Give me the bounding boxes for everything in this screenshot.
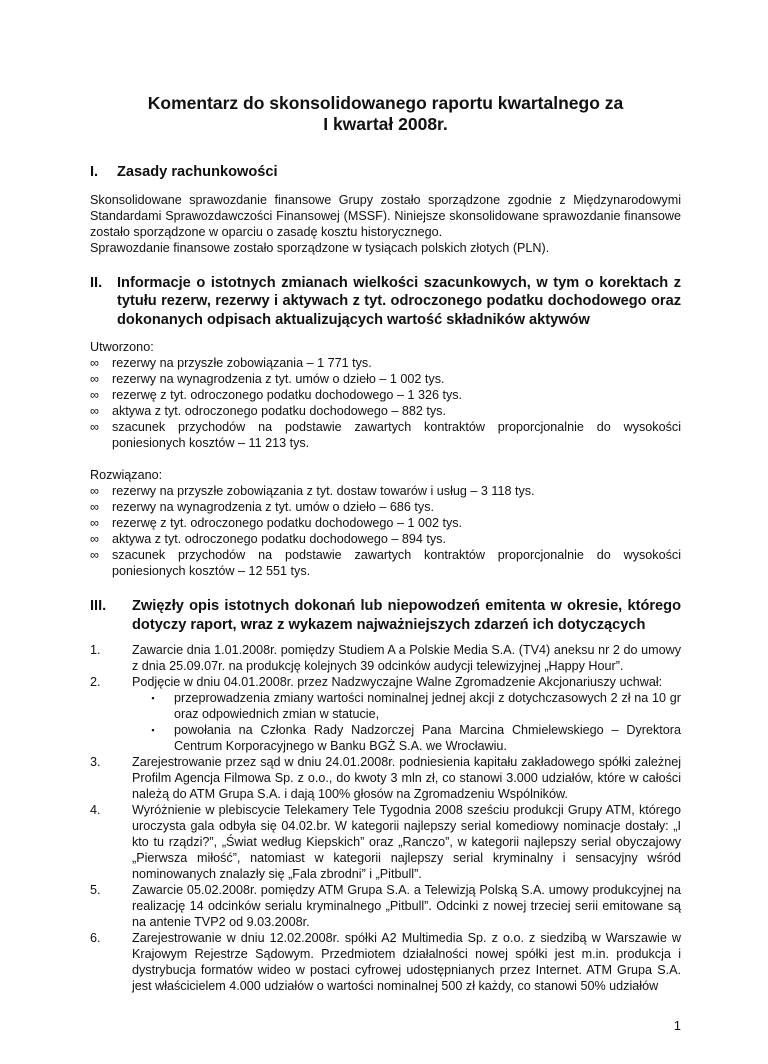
list-item-text: rezerwy na wynagrodzenia z tyt. umów o dzieło – 1 002 tys.: [112, 372, 445, 386]
list-item: [90, 371, 681, 387]
item-number: 2.: [90, 675, 101, 689]
bullet-icon: ∞: [90, 548, 99, 562]
event-text: Wyróżnienie w plebiscycie Telekamery Tele Tygodnia 2008 sześciu produkcji Grupy ATM, którego uroczysta gala odbyła się 04.02.br. W kategorii najlepszy serial komediowy nominacje dostały: „I kto tu rządzi?”, „Świat według Kiepskich” oraz „Ranczo”, w kategorii najlepszy serial obyczajowy „Pierwsza miłość”, natomiast w kategorii najlepszy serial kryminalny i sensacyjny wśród nominowanych znalazły się „Fala zbrodni” i „Pitbull”.: [132, 803, 681, 881]
list-item: [90, 483, 681, 499]
bullet-icon: ∞: [90, 532, 99, 546]
event-text: Zarejestrowanie przez sąd w dniu 24.01.2008r. podniesienia kapitału zakładowego spółki zależnej Profilm Agencja Filmowa Sp. z o.o., do kwoty 3 mln zł, co stanowi 3.000 udziałów, które w całości należą do ATM Grupa S.A. i dają 100% głosów na Zgromadzeniu Wspólników.: [132, 755, 681, 801]
section-title: Zasady rachunkowości: [117, 164, 278, 180]
event-text: Zarejestrowanie w dniu 12.02.2008r. spółki A2 Multimedia Sp. z o.o. z siedzibą w Warszawie w Krajowym Rejestrze Sądowym. Przedmiotem działalności nowej spółki jest m.in. produkcja i dystrybucja formatów wideo w postaci cyfrowej udostępnianych przez Internet. ATM Grupa S.A. jest właścicielem 4.000 udziałów o wartości nominalnej 500 zł każdy, co stanowi 50% udziałów: [132, 931, 681, 993]
list-item-text: rezerwy na przyszłe zobowiązania z tyt. dostaw towarów i usług – 3 118 tys.: [112, 484, 535, 498]
page-number: 1: [673, 1018, 681, 1033]
event-item: [90, 882, 681, 930]
section-title: Informacje o istotnych zmianach wielkości szacunkowych, w tym o korektach z tytułu rezerw, rezerwy i aktywach z tyt. odroczonego podatku dochodowego oraz dokonanych odpisach aktualizujących wartość składników aktywów: [117, 274, 681, 328]
section-number: III.: [90, 598, 107, 614]
bullet-icon: ∞: [90, 356, 99, 370]
list-item: [90, 531, 681, 547]
section-1: [90, 163, 681, 256]
event-item: [90, 642, 681, 674]
list-item-text: rezerwę z tyt. odroczonego podatku dochodowego – 1 002 tys.: [112, 516, 463, 530]
list-item-text: rezerwy na wynagrodzenia z tyt. umów o dzieło – 686 tys.: [112, 500, 434, 514]
section-2: [90, 274, 681, 580]
list-item: [90, 387, 681, 403]
bullet-icon: ∞: [90, 372, 99, 386]
list-item: [90, 355, 681, 371]
event-body: [132, 674, 681, 754]
created-list: [90, 355, 681, 451]
list-label: Rozwiązano:: [90, 468, 163, 482]
event-body: [132, 882, 681, 930]
item-number: 6.: [90, 931, 101, 945]
sub-item: [132, 722, 681, 754]
event-body: [132, 930, 681, 994]
list-item-text: szacunek przychodów na podstawie zawartych kontraktów proporcjonalnie do wysokości poniesionych kosztów – 11 213 tys.: [112, 420, 681, 450]
list-item-text: rezerwę z tyt. odroczonego podatku dochodowego – 1 326 tys.: [112, 388, 463, 402]
item-number: 1.: [90, 643, 101, 657]
square-bullet-icon: ▪: [151, 693, 155, 703]
event-body: [132, 754, 681, 802]
released-list: [90, 483, 681, 579]
square-bullet-icon: ▪: [151, 725, 155, 735]
list-item-text: aktywa z tyt. odroczonego podatku dochodowego – 894 tys.: [112, 532, 446, 546]
bullet-icon: ∞: [90, 404, 99, 418]
list-item: [90, 515, 681, 531]
event-text: Podjęcie w dniu 04.01.2008r. przez Nadzwyczajne Walne Zgromadzenie Akcjonariuszy uchwał:: [132, 675, 663, 689]
list-item-text: szacunek przychodów na podstawie zawartych kontraktów proporcjonalnie do wysokości poniesionych kosztów – 12 551 tys.: [112, 548, 681, 578]
bullet-icon: ∞: [90, 500, 99, 514]
event-body: [132, 802, 681, 882]
bullet-icon: ∞: [90, 420, 99, 434]
document-title: [90, 93, 681, 135]
section-3: [90, 597, 681, 994]
section-number: I.: [90, 164, 99, 180]
list-item-text: rezerwy na przyszłe zobowiązania – 1 771 tys.: [112, 356, 372, 370]
section-2-heading: [90, 274, 681, 330]
section-number: II.: [90, 274, 103, 291]
event-item: [90, 930, 681, 994]
bullet-icon: ∞: [90, 388, 99, 402]
bullet-icon: ∞: [90, 516, 99, 530]
section-title: Zwięzły opis istotnych dokonań lub niepowodzeń emitenta w okresie, którego dotyczy raport, wraz z wykazem najważniejszych zdarzeń ich dotyczących: [132, 598, 681, 633]
event-body: [132, 642, 681, 674]
title-line-2: I kwartał 2008r.: [323, 114, 448, 134]
list-item: [90, 419, 681, 451]
sub-item-text: powołania na Członka Rady Nadzorczej Pana Marcina Chmielewskiego – Dyrektora Centrum Korporacyjnego w Banku BGŻ S.A. we Wrocławiu.: [174, 723, 681, 753]
section-1-heading: [90, 163, 681, 182]
event-item: [90, 754, 681, 802]
event-text: Zawarcie dnia 1.01.2008r. pomiędzy Studiem A a Polskie Media S.A. (TV4) aneksu nr 2 do umowy z dnia 25.09.07r. na produkcję kolejnych 39 odcinków audycji telewizyjnej „Happy Hour”.: [132, 643, 681, 673]
sub-item-text: przeprowadzenia zmiany wartości nominalnej jednej akcji z dotychczasowych 2 zł na 10 gr oraz odpowiednich zmian w statucie,: [174, 691, 681, 721]
item-number: 5.: [90, 883, 101, 897]
title-line-1: Komentarz do skonsolidowanego raportu kwartalnego za: [147, 93, 624, 113]
sub-item: [132, 690, 681, 722]
list-item-text: aktywa z tyt. odroczonego podatku dochodowego – 882 tys.: [112, 404, 446, 418]
bullet-icon: ∞: [90, 484, 99, 498]
event-item: [90, 674, 681, 754]
list-item: [90, 403, 681, 419]
paragraph: Skonsolidowane sprawozdanie finansowe Grupy zostało sporządzone zgodnie z Międzynarodowymi Standardami Sprawozdawczości Finansowej (MSSF). Niniejsze skonsolidowane sprawozdanie finansowe zostało sporządzone w oparciu o zasadę kosztu historycznego.: [90, 192, 681, 239]
list-label: Utworzono:: [90, 340, 154, 354]
item-number: 4.: [90, 803, 101, 817]
section-3-heading: [90, 597, 681, 634]
item-number: 3.: [90, 755, 101, 769]
event-text: Zawarcie 05.02.2008r. pomiędzy ATM Grupa S.A. a Telewizją Polską S.A. umowy produkcyjnej na realizację 14 odcinków serialu kryminalnego „Pitbull”. Odcinki z nowej trzeciej serii emitowane są na antenie TVP2 od 9.03.2008r.: [132, 883, 681, 929]
paragraph: Sprawozdanie finansowe zostało sporządzone w tysiącach polskich złotych (PLN).: [90, 240, 550, 255]
list-item: [90, 547, 681, 579]
list-item: [90, 499, 681, 515]
event-item: [90, 802, 681, 882]
events-list: [90, 642, 681, 994]
